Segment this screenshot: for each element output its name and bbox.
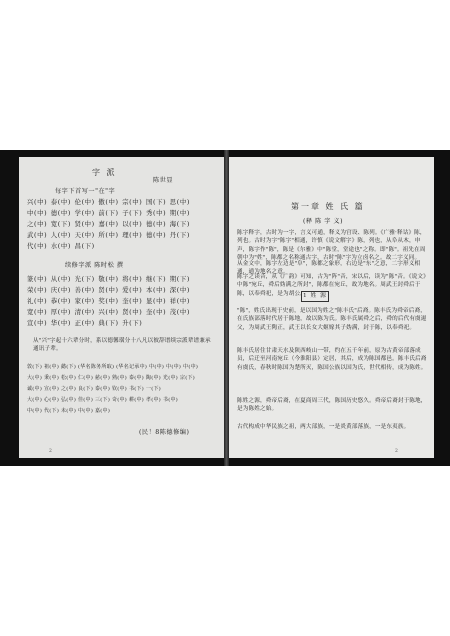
zipai-row: 代(中) 水(中) 昌(下) [27, 242, 95, 250]
body-paragraph: 陈姓之源，舜帝后裔，在夏商周三代，陈国历史悠久。舜帝后裔封于陈地，是为陈姓之始。 [237, 398, 427, 413]
zipai-row: 大(中) 秉(中) 松(中) 仁(中) 慈(中) 熟(中) 泰(中) 陶(中) 光(中) 宗(下) [27, 375, 196, 381]
zipai-row: 中(中) 代(下) 未(中) 中(中) 嘉(中) [27, 408, 111, 414]
page-number: 2 [395, 449, 398, 454]
zipai-row: 宣(中) 华(中) 正(中) 典(下) 升(下) [27, 319, 143, 327]
body-paragraph: 陈丰氏居住甘肃天水及陕西岐山一带，约在五千年前，原为古黄帝部落成员，后迁至河南宛丘（今淮阳县）定居，其后，成为陈国都邑。陈丰氏后裔有虞氏，春秋时陈国为楚所灭，陈国公族以国为氏，世代相传，成为陈姓。 [237, 348, 427, 371]
subtitle: 每字下首写一"在"字 [55, 188, 116, 195]
zipai-row: 之(中) 宽(下) 贤(中) 嘉(中) 以(中) 德(中) 海(下) [27, 220, 190, 228]
zipai-row: 敦(下) 祖(中) 懿(下) (华名陈务所取) (华名记承中) 中(中) 中(中) 中(中) [27, 364, 199, 370]
chapter-title: 第一章 姓 氏 篇 [291, 202, 365, 211]
body-paragraph: 古代构成中华民族之祖，两大部族，一是炎黄部落族，一是东夷族。 [237, 424, 410, 430]
right-page [229, 157, 434, 458]
section-label: 1 姓 源 [301, 291, 329, 302]
zipai-row: 大(中) 心(中) 弘(中) 佳(中) 三(下) 奇(中) 耕(中) 孝(中) 书(中) [27, 397, 179, 403]
body-paragraph: "陈"，姓氏出现于史前，是以国为姓之"陈丰氏"后裔。陈丰氏为舜帝后裔，在氏族部落时代居于陈地，故以陈为氏。陈丰氏属舜之后，舜的后代有虞遏父，为周武王陶正，武王以长女大姬嫁其子妫满，封于陈，以奉舜祀。 [237, 308, 427, 331]
zipai-row: 荣(中) 庆(中) 善(中) 贤(中) 爱(中) 本(中) 深(中) [27, 286, 190, 294]
author-name: 陈世显 [153, 177, 174, 184]
body-paragraph: 陈字之读音，从《广韵》可知，古为"阵"音，宋以后，读为"陈"音。《说文》中陈"宛丘，舜后妫满之所封"，陈都在宛丘，故为地名。周武王封舜后于陈，以奉舜祀，是为胡公。 [237, 274, 427, 297]
zipai-row: 中(中) 德(中) 学(中) 前(下) 子(下) 秀(中) 期(中) [27, 209, 190, 217]
chapter-subtitle: (释 陈 字 义) [303, 218, 343, 225]
zipai-row: 篆(中) 从(中) 光(下) 敬(中) 将(中) 继(下) 期(下) [27, 275, 190, 283]
footer-note: (民！8陈德修编) [139, 429, 190, 436]
zipai-row: 兴(中) 泰(中) 伦(中) 傲(中) 宗(中) 国(下) 思(中) [27, 198, 190, 206]
zipai-heading: 字 派 [92, 168, 117, 177]
zipai-row: 武(中) 人(中) 天(中) 所(中) 理(中) 德(中) 丹(下) [27, 231, 190, 239]
left-page [19, 157, 224, 458]
body-paragraph: 从金文中，陈字左边是"阜"，陈都之象形，右边是"东"之意，二字形义相通，通为地名之意。 [237, 261, 421, 276]
body-paragraph: 陈字释字，古时为一字，言义可通，释义为宫设、陈列。《广雅·释诂》陈，列也。古时为字"陈字"相通，许慎《说文解字》陈，列也，从阜从木，申声，陈字作"陈"，陈是《尔雅》中"陈堂，堂途也"之称。即"陈"。祖先在周朝中为"姓"，陈都之名称通古字，古时"陈"字为立卤名之。故二字义同。 [237, 230, 426, 261]
note-paragraph: 从"兴"字起十六辈分时，系以德馨璜分十八凡以彼辞谱续宗派辈谱兼承通讯子辈。 [33, 338, 211, 353]
zipai-row: 宽(中) 厚(中) 清(中) 兴(中) 贤(中) 奎(中) 茂(中) [27, 308, 190, 316]
section-title: 续修字派 陈时松 撰 [65, 262, 124, 269]
zipai-row: 诚(中) 宣(中) 之(中) 良(下) 泰(中) 钦(中) 书(下) 一(下) [27, 386, 162, 392]
zipai-row: 礼(中) 恭(中) 家(中) 奖(中) 奎(中) 显(中) 祥(中) [27, 297, 190, 305]
page-number: 2 [49, 449, 52, 454]
